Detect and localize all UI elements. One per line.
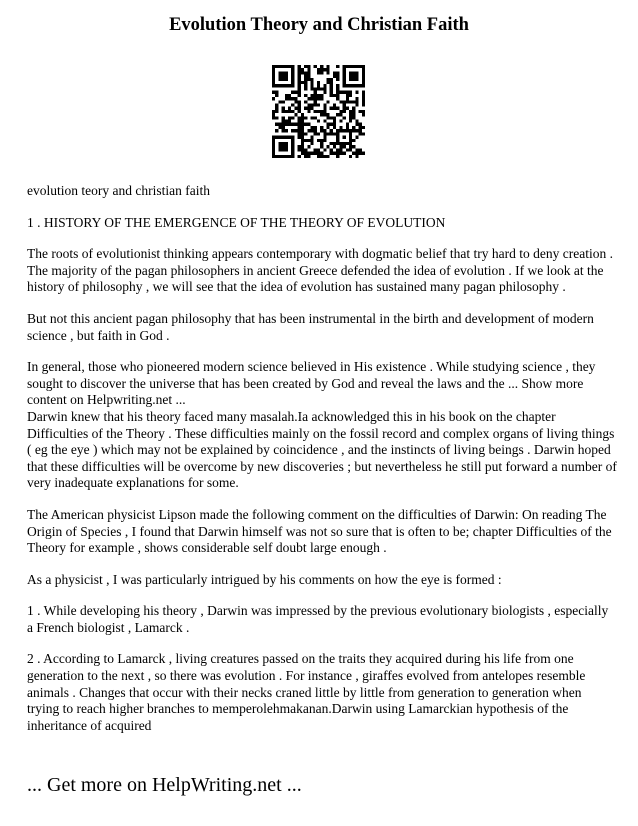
subtitle-line: evolution teory and christian faith [27,183,210,198]
document-body [27,183,617,749]
paragraph: But not this ancient pagan philosophy that has been instrumental in the birth and development of modern science , but faith in God . [27,310,594,343]
section-heading: 1 . HISTORY OF THE EMERGENCE OF THE THEORY OF EVOLUTION [27,214,446,230]
footer-link[interactable]: ... Get more on HelpWriting.net ... [27,774,302,796]
paragraph: As a physicist , I was particularly intrigued by his comments on how the eye is formed : [27,571,502,587]
paragraph: 1 . While developing his theory , Darwin was impressed by the previous evolutionary biologists , especially a French biologist , Lamarck . [27,603,609,635]
paragraph: 2 . According to Lamarck , living creatures passed on the traits they acquired during his life from one generation to the next , so there was evolution . For instance , giraffes evolved from antelopes resemble animals . Changes that occur with their necks craned little by little from generation to generation when trying to reach higher branches to memperolehmakanan.Darwin using Lamarckian hypothesis of the inheritance of acquired [27,651,586,733]
document-title: Evolution Theory and Christian Faith [169,15,469,35]
paragraph: Darwin knew that his theory faced many masalah.Ia acknowledged this in his book on the chapter Difficulties of the Theory . These difficulties mainly on the fossil record and complex organs of living things ( eg the eye ) which may not be explained by coincidence , and the instincts of living beings . Darwin hoped that these difficulties will be overcome by new discoveries ; but nevertheless he still put forward a number of very inadequate explanations for some. [27,408,617,491]
paragraph: The American physicist Lipson made the following comment on the difficulties of Darwin: On reading The Origin of Species , I found that Darwin himself was not so sure that is often to be; chapter Difficulties of the Theory for example , shows considerable self doubt large enough . [27,506,612,556]
paragraph: In general, those who pioneered modern science believed in His existence . While studying science , they sought to discover the universe that has been created by God and reveal the laws and the ... Show more content on Helpwriting.net ... [27,359,596,408]
qr-code-icon [272,65,365,158]
paragraph: The roots of evolutionist thinking appears contemporary with dogmatic belief that try hard to deny creation . The majority of the pagan philosophers in ancient Greece defended the idea of evolution . If we look at the history of philosophy , we will see that the idea of evolution has sustained many pagan philosophy . [27,246,613,295]
